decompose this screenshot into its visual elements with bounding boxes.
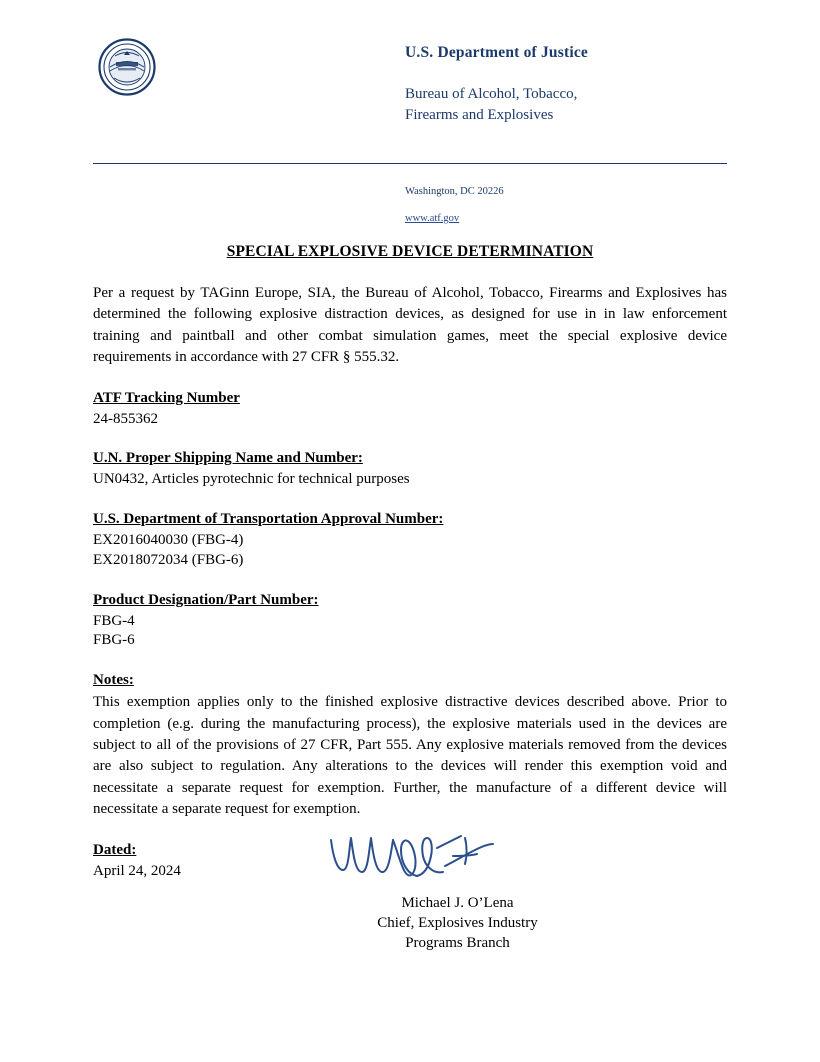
section-value: UN0432, Articles pyrotechnic for technical purposes — [93, 471, 410, 488]
signatory-title-line2: Programs Branch — [405, 934, 510, 951]
signatory-title-line1: Chief, Explosives Industry — [377, 914, 538, 931]
handwritten-signature-icon — [325, 826, 495, 888]
header-divider — [93, 163, 727, 164]
section-value: 24-855362 — [93, 410, 158, 427]
section-notes — [93, 670, 727, 820]
office-address: Washington, DC 20226 — [405, 186, 504, 197]
section-heading: U.N. Proper Shipping Name and Number: — [93, 450, 363, 467]
signatory-details — [93, 894, 727, 954]
agency-website-link[interactable]: www.atf.gov — [405, 213, 460, 224]
bureau-name-line2: Firearms and Explosives — [405, 106, 554, 123]
bureau-name-line1: Bureau of Alcohol, Tobacco, — [405, 85, 578, 102]
agency-block — [405, 44, 735, 126]
section-product-designation — [93, 590, 727, 652]
section-heading: Product Designation/Part Number: — [93, 591, 319, 608]
section-heading: Notes: — [93, 672, 134, 689]
letterhead — [0, 0, 820, 224]
section-un-shipping-name — [93, 448, 727, 490]
intro-paragraph: Per a request by TAGinn Europe, SIA, the Bureau of Alcohol, Tobacco, Firearms and Explosives has determined the following explosive distraction devices, as designed for use in in law enforcement training and paintball and other combat simulation games, meet the special explosive device requirements in accordance with 27 CFR § 555.32. — [93, 285, 727, 366]
page-title: SPECIAL EXPLOSIVE DEVICE DETERMINATION — [226, 243, 594, 260]
document-body — [93, 243, 727, 881]
section-value: FBG-4 — [93, 612, 135, 629]
bureau-name — [405, 84, 735, 127]
section-dot-approval-number — [93, 509, 727, 571]
signatory-name: Michael J. O’Lena — [401, 895, 514, 911]
section-heading: Dated: — [93, 841, 137, 858]
section-heading: U.S. Department of Transportation Approval Number: — [93, 511, 444, 528]
section-value: EX2016040030 (FBG-4) — [93, 531, 244, 548]
dated-value: April 24, 2024 — [93, 862, 181, 879]
atf-seal-icon — [98, 38, 156, 96]
section-value: EX2018072034 (FBG-6) — [93, 551, 244, 568]
notes-text: This exemption applies only to the finished explosive distractive devices described above. Prior to completion (e.g. during the manufacturing process), the explosive materials used in the devices are subject to all of the provisions of 27 CFR, Part 555. Any explosive materials removed from the devices are also subject to regulation. Any alterations to the devices will render this exemption void and necessitate a separate request for exemption. Further, the manufacture of a different device will necessitate a separate request for exemption. — [93, 694, 727, 818]
section-heading: ATF Tracking Number — [93, 389, 240, 406]
signature-block — [93, 826, 727, 966]
section-value: FBG-6 — [93, 632, 135, 649]
department-name: U.S. Department of Justice — [405, 44, 588, 61]
section-tracking-number — [93, 388, 727, 430]
